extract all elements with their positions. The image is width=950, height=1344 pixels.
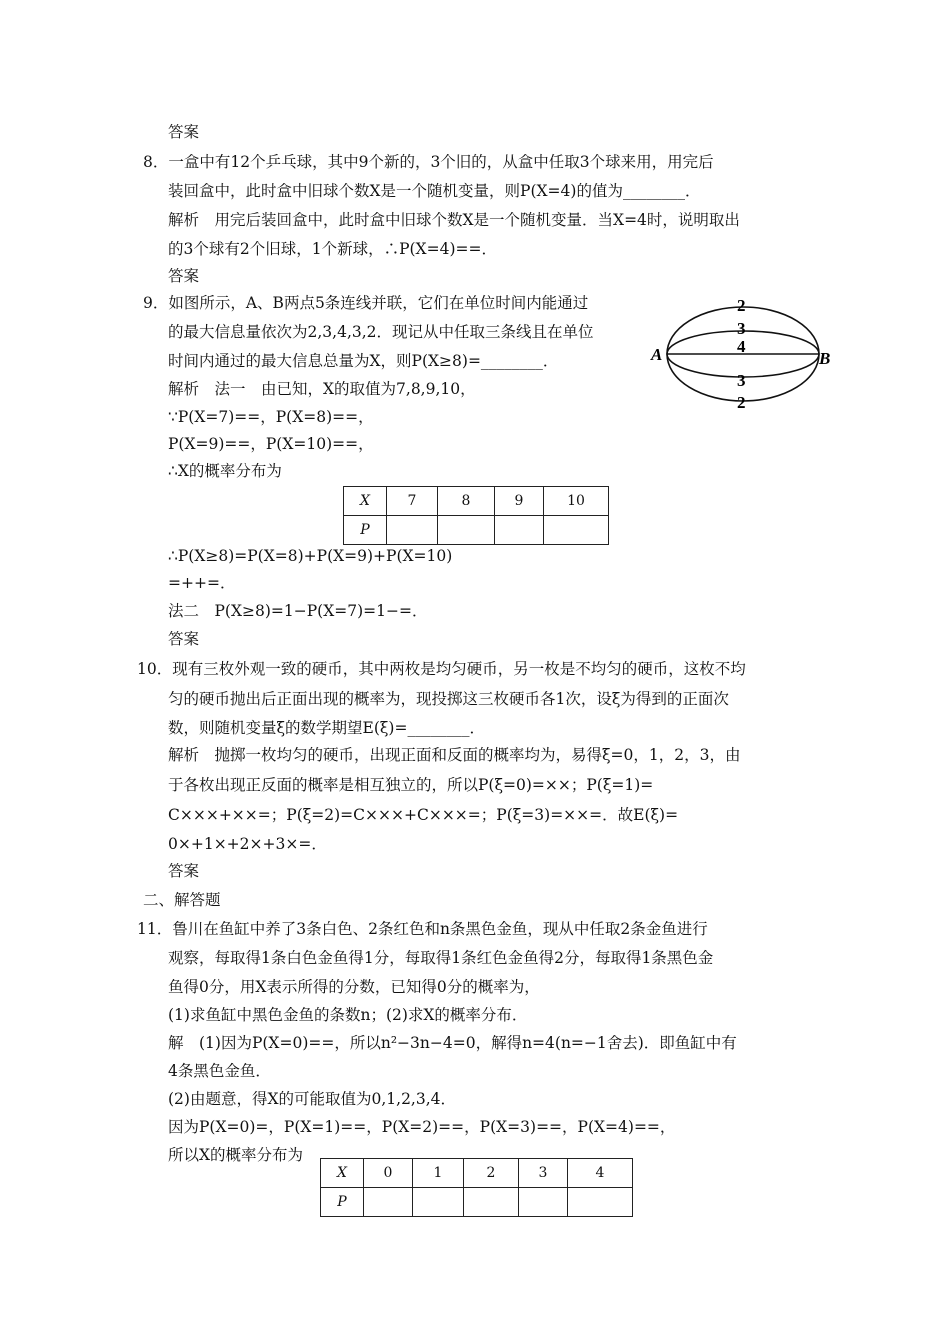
q8-line2: 装回盒中，此时盒中旧球个数X是一个随机变量，则P(X=4)的值为________． xyxy=(168,182,701,200)
answer-label-10: 答案 xyxy=(168,862,200,880)
q9-solution-line5: ∴P(X≥8)=P(X=8)+P(X=9)+P(X=10) xyxy=(168,547,453,565)
q11-distribution-table xyxy=(320,1158,633,1217)
q9-solution-line1: 解析 法一 由已知，X的取值为7,8,9,10， xyxy=(168,380,476,398)
wire-value-3: 4 xyxy=(737,337,746,356)
q11-solution-line2: 4条黑色金鱼． xyxy=(168,1062,271,1080)
answer-label-9: 答案 xyxy=(168,630,200,648)
q9-solution-line7: 法二 P(X≥8)=1−P(X=7)=1−=． xyxy=(168,602,428,620)
q10-solution-line1: 解析 抛掷一枚均匀的硬币，出现正面和反面的概率均为，易得ξ=0，1，2，3，由 xyxy=(168,746,741,764)
table-cell: 10 xyxy=(544,487,609,516)
table-row xyxy=(344,487,609,516)
table-cell: 8 xyxy=(438,487,495,516)
table-cell: 0 xyxy=(364,1159,413,1188)
table-cell: 4 xyxy=(568,1159,633,1188)
answer-label-8: 答案 xyxy=(168,267,200,285)
wire-value-4: 3 xyxy=(737,371,746,390)
table-row xyxy=(321,1159,633,1188)
q9-solution-line6: =++=． xyxy=(168,574,236,592)
table-cell: 2 xyxy=(464,1159,519,1188)
table-row xyxy=(344,516,609,545)
q8-solution-line1: 解析 用完后装回盒中，此时盒中旧球个数X是一个随机变量．当X=4时，说明取出 xyxy=(168,211,740,229)
q11-solution-line3: (2)由题意，得X的可能取值为0,1,2,3,4． xyxy=(168,1090,457,1108)
table-cell: 1 xyxy=(413,1159,464,1188)
table-cell xyxy=(568,1188,633,1217)
table-cell xyxy=(544,516,609,545)
table-cell: P xyxy=(321,1188,364,1217)
table-cell xyxy=(364,1188,413,1217)
q11-solution-line4: 因为P(X=0)=，P(X=1)==，P(X=2)==，P(X=3)==，P(X=4)==， xyxy=(168,1118,676,1136)
wire-value-2: 3 xyxy=(737,319,746,338)
q11-line4: (1)求鱼缸中黑色金鱼的条数n；(2)求X的概率分布． xyxy=(168,1006,528,1024)
q10-solution-line3: C×××+××=；P(ξ=2)=C×××+C×××=；P(ξ=3)=××=．故E(ξ)= xyxy=(168,806,679,824)
answer-label-7: 答案 xyxy=(168,123,200,141)
table-cell: X xyxy=(344,487,387,516)
label-a: A xyxy=(651,345,663,364)
q9-solution-line2: ∵P(X=7)==，P(X=8)==， xyxy=(168,408,374,426)
q10-solution-line2: 于各枚出现正反面的概率是相互独立的，所以P(ξ=0)=××；P(ξ=1)= xyxy=(168,776,654,794)
q9-solution-line3: P(X=9)==，P(X=10)==， xyxy=(168,435,374,453)
q9-line1: 9．如图所示，A、B两点5条连线并联，它们在单位时间内能通过 xyxy=(143,294,589,312)
q11-line2: 观察，每取得1条白色金鱼得1分，每取得1条红色金鱼得2分，每取得1条黑色金 xyxy=(168,949,714,967)
table-cell: 9 xyxy=(495,487,544,516)
table-cell: P xyxy=(344,516,387,545)
q9-line2: 的最大信息量依次为2,3,4,3,2．现记从中任取三条线且在单位 xyxy=(168,323,594,341)
table-cell: 7 xyxy=(387,487,438,516)
table-row xyxy=(321,1188,633,1217)
table-cell xyxy=(495,516,544,545)
section-heading: 二、解答题 xyxy=(143,891,221,909)
q11-line1: 11．鲁川在鱼缸中养了3条白色、2条红色和n条黑色金鱼，现从中任取2条金鱼进行 xyxy=(137,920,708,938)
wire-value-5: 2 xyxy=(737,393,746,412)
q10-line3: 数，则随机变量ξ的数学期望E(ξ)=________． xyxy=(168,719,485,737)
table-cell xyxy=(413,1188,464,1217)
q8-line1: 8．一盒中有12个乒乓球，其中9个新的，3个旧的，从盒中任取3个球来用，用完后 xyxy=(143,153,714,171)
parallel-wires-figure xyxy=(645,295,835,417)
label-b: B xyxy=(819,349,831,368)
table-cell: 3 xyxy=(519,1159,568,1188)
wire-value-1: 2 xyxy=(737,296,746,315)
q10-line2: 匀的硬币抛出后正面出现的概率为，现投掷这三枚硬币各1次，设ξ为得到的正面次 xyxy=(168,690,729,708)
q10-solution-line4: 0×+1×+2×+3×=． xyxy=(168,835,327,853)
q9-solution-line4: ∴X的概率分布为 xyxy=(168,462,282,480)
q11-line3: 鱼得0分，用X表示所得的分数，已知得0分的概率为， xyxy=(168,978,540,996)
table-cell: X xyxy=(321,1159,364,1188)
q10-line1: 10．现有三枚外观一致的硬币，其中两枚是均匀硬币，另一枚是不均匀的硬币，这枚不均 xyxy=(137,660,746,678)
q11-solution-line5: 所以X的概率分布为 xyxy=(168,1146,304,1164)
q8-solution-line2: 的3个球有2个旧球，1个新球，∴P(X=4)==． xyxy=(168,240,497,258)
table-cell xyxy=(519,1188,568,1217)
q11-solution-line1: 解 (1)因为P(X=0)==，所以n²−3n−4=0，解得n=4(n=−1舍去)．即鱼缸中有 xyxy=(168,1034,737,1052)
table-cell xyxy=(464,1188,519,1217)
table-cell xyxy=(387,516,438,545)
table-cell xyxy=(438,516,495,545)
q9-line3: 时间内通过的最大信息总量为X，则P(X≥8)=________． xyxy=(168,352,559,370)
q9-distribution-table xyxy=(343,486,609,545)
